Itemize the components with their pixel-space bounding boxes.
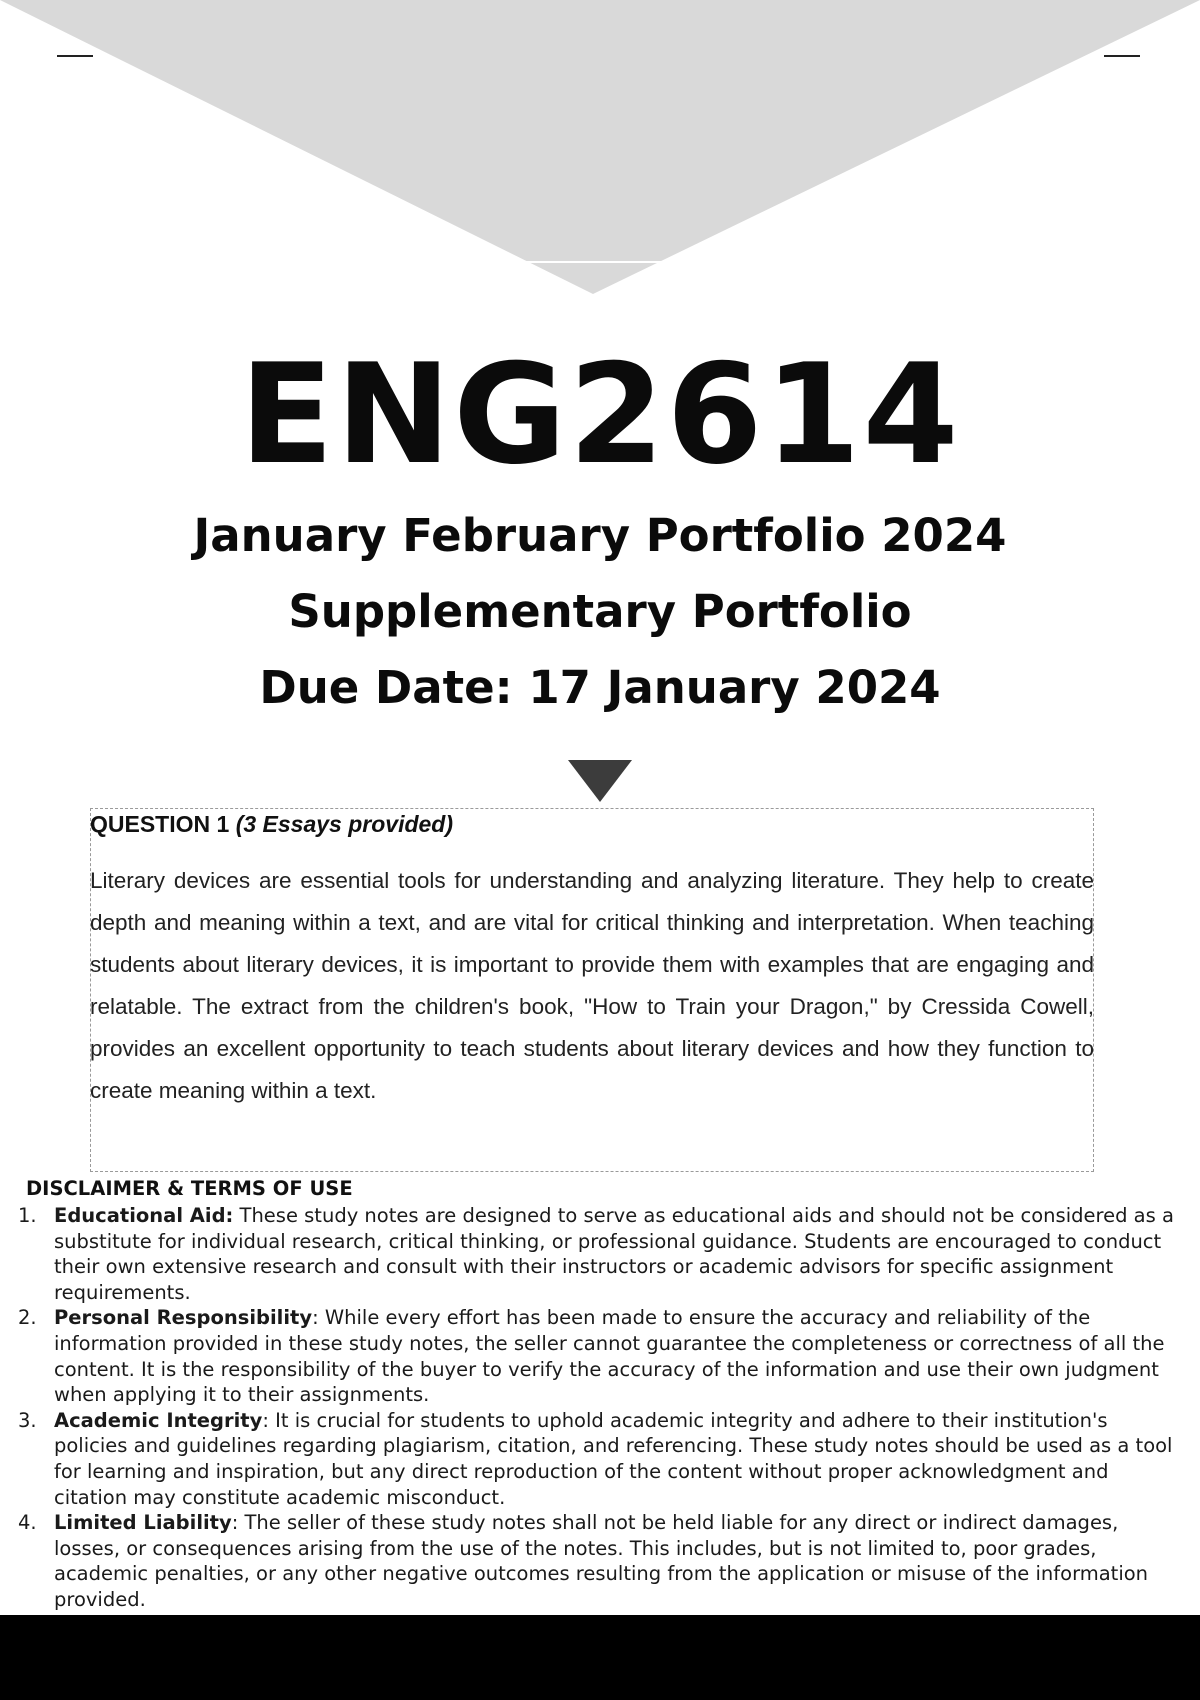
course-code-title: ENG2614 — [239, 334, 961, 495]
item-heading: Academic Integrity — [54, 1408, 263, 1432]
disclaimer-item — [16, 1510, 1186, 1612]
item-text: : While every effort has been made to ensure the accuracy and reliability of the information provided in these study notes, the seller cannot guarantee the completeness or correctness of all the content. It is the responsibility of the buyer to verify the accuracy of the information and use their own judgment when applying it to their assignments. — [54, 1306, 1165, 1407]
item-number: 4. — [18, 1511, 37, 1535]
item-text: These study notes are designed to serve as educational aids and should not be considered as a substitute for individual research, critical thinking, or professional guidance. Students are encouraged to conduct their own extensive research and consult with their instructors or academic advisors for specific assignment requirements. — [54, 1204, 1174, 1304]
down-triangle-icon — [568, 760, 632, 802]
question-label: QUESTION 1 — [90, 811, 230, 837]
disclaimer-item — [16, 1203, 1186, 1305]
portfolio-subtitle: January February Portfolio 2024 — [193, 509, 1007, 562]
disclaimer-item — [16, 1305, 1186, 1407]
item-text: : The seller of these study notes shall not be held liable for any direct or indirect damages, losses, or consequences arising from the use of the notes. This includes, but is not limited to, poor grades, academic penalties, or any other negative outcomes resulting from the application or misuse of the information provided. — [54, 1511, 1149, 1611]
disclaimer-title: DISCLAIMER & TERMS OF USE — [26, 1177, 353, 1200]
item-number: 3. — [18, 1408, 37, 1432]
item-number: 1. — [18, 1204, 37, 1227]
question-note: (3 Essays provided) — [235, 811, 454, 837]
disclaimer-item — [16, 1408, 1186, 1510]
portfolio-type: Supplementary Portfolio — [288, 585, 912, 638]
footer-bar — [0, 1615, 1200, 1700]
question-body: Literary devices are essential tools for understanding and analyzing literature. They help to create depth and meaning within a text, and are vital for critical thinking and interpretation. When teaching students about literary devices, it is important to provide them with examples that are engaging and relatable. The extract from the children's book, "How to Train your Dragon," by Cressida Cowell, provides an excellent opportunity to teach students about literary devices and how they function to create meaning within a text. — [90, 868, 1094, 1103]
question-heading — [90, 808, 453, 840]
disclaimer-list — [16, 1203, 1186, 1613]
top-left-rule — [57, 55, 93, 57]
due-date: Due Date: 17 January 2024 — [259, 661, 941, 714]
item-number: 2. — [18, 1306, 37, 1330]
header-chevron-graphic — [0, 0, 1200, 300]
item-heading: Limited Liability — [54, 1511, 232, 1535]
top-right-rule — [1104, 55, 1140, 57]
item-heading: Personal Responsibility — [54, 1306, 313, 1330]
item-heading: Educational Aid: — [54, 1204, 234, 1227]
item-text: : It is crucial for students to uphold academic integrity and adhere to their institution's policies and guidelines regarding plagiarism, citation, and referencing. These study notes should be used as a tool for learning and inspiration, but any direct reproduction of the content without proper acknowledgment and citation may constitute academic misconduct. — [54, 1408, 1173, 1509]
